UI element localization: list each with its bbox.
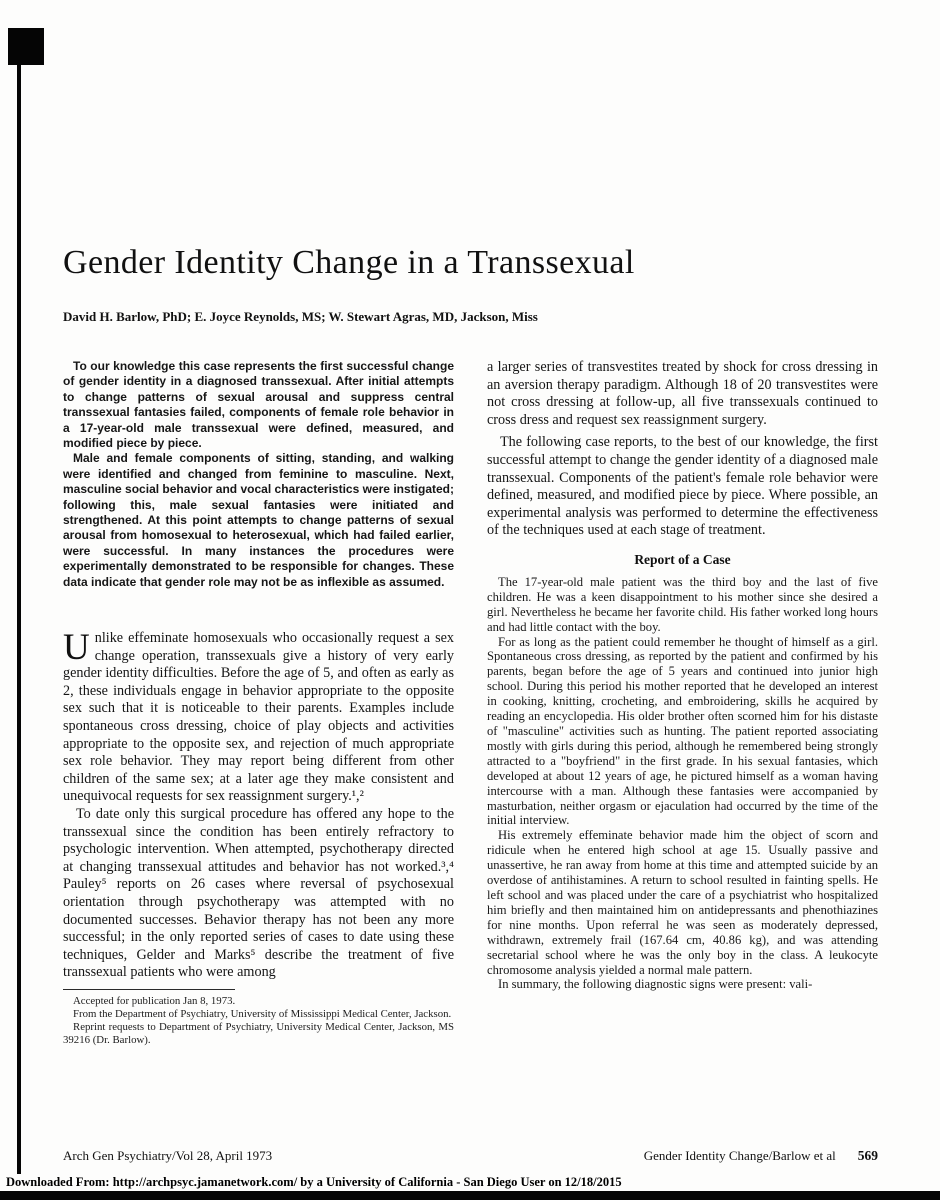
body-text: nlike effeminate homosexuals who occasionally request a sex change operation, transsexuals give a history of very early gender identity difficulties. Before the age of 5, and often as early as 2, these individuals engage in behavior appropriate to the opposite sex such that it is noticeable to their parents. Examples include spontaneous cross dressing, choice of play objects and activities appropriate to the opposite sex, and rejection of much appropriate sex role behavior. They may report being different from other children of the same sex; at a later age they make consistent and unequivocal requests for sex reassignment surgery.¹,² xyxy=(63,630,454,805)
page-number: 569 xyxy=(857,1148,878,1163)
dropcap: U xyxy=(63,627,90,669)
abstract xyxy=(63,359,454,590)
page-content xyxy=(63,243,878,1047)
author-line: David H. Barlow, PhD; E. Joyce Reynolds, MS; W. Stewart Agras, MD, Jackson, Miss xyxy=(63,309,538,324)
footnote-line: Reprint requests to Department of Psychiatry, University Medical Center, Jackson, MS 39216 (Dr. Barlow). xyxy=(63,1020,454,1046)
section-heading: Report of a Case xyxy=(634,551,731,567)
journal-citation: Arch Gen Psychiatry/Vol 28, April 1973 xyxy=(63,1148,273,1163)
article-title: Gender Identity Change in a Transsexual xyxy=(63,244,635,281)
page-footer xyxy=(63,1148,878,1164)
footer-right xyxy=(644,1148,878,1164)
scan-corner-mark xyxy=(8,28,44,65)
case-paragraph: His extremely effeminate behavior made him the object of scorn and ridicule when he entered high school at age 15. Usually passive and unassertive, he ran away from home at this time and attempted suicide by an overdose of antihistamines. A return to school resulted in fainting spells. He left school and was placed under the care of a psychiatrist who hospitalized him briefly and then maintained him on antidepressants and phenothiazines for nine months. Upon referral he was seen as moderately depressed, withdrawn, extremely frail (167.64 cm, 40.86 kg), and was attending secretarial school where he was the only boy in the class. A leukocyte chromosome analysis yielded a normal male pattern. xyxy=(487,828,878,977)
body-paragraph: To date only this surgical procedure has offered any hope to the transsexual since the condition has been entirely refractory to psychologic intervention. When attempted, psychotherapy directed at changing transsexual attitudes and behavior has not worked.³,⁴ Pauley⁵ reports on 26 cases where reversal of psychosexual orientation through psychotherapy was attempted with no documented successes. Behavior therapy has not been any more successful; in the only reported series of cases to date using these techniques, Gelder and Marks⁵ describe the treatment of five transsexual patients who were among xyxy=(63,806,454,981)
abstract-paragraph: Male and female components of sitting, standing, and walking were identified and changed from feminine to masculine. Next, masculine social behavior and vocal characteristics were instigated; following this, male sexual fantasies were initiated and strengthened. At this point attempts to change patterns of sexual arousal from homosexual to heterosexual, which had failed earlier, were successful. In many instances the procedures were experimentally demonstrated to be responsible for changes. These data indicate that gender role may not be as inflexible as assumed. xyxy=(63,451,454,589)
two-column-layout xyxy=(63,359,878,1047)
abstract-paragraph: To our knowledge this case represents the first successful change of gender identity in a diagnosed transsexual. After initial attempts to change patterns of sexual arousal and suppress central transsexual fantasies failed, components of female role behavior in a 17-year-old male transsexual were defined, measured, and modified piece by piece. xyxy=(63,359,454,451)
body-paragraph xyxy=(63,627,454,806)
body-paragraph: a larger series of transvestites treated by shock for cross dressing in an aversion therapy paradigm. Although 18 of 20 transvestites were not cross dressing at follow-up, all five transsexuals continued to cross dress and request sex reassignment surgery. xyxy=(487,359,878,428)
footnote-block xyxy=(63,989,454,1047)
case-paragraph: For as long as the patient could remember he thought of himself as a girl. Spontaneous cross dressing, as reported by the patient and confirmed by his parents, began before the age of 5 years and continued into junior high school. During this period his mother reported that he developed an interest in cooking, knitting, crocheting, and embroidering, skills he acquired by reading an encyclopedia. His older brother often scorned him for his distaste of "masculine" activities such as hunting. The patient reported associating mostly with girls during this period, although he remembered being strongly attracted to a "boyfriend" in the first grade. In his sexual fantasies, which developed at about 12 years of age, he pictured himself as a woman having intercourse with a man. Although these fantasies were accompanied by masturbation, neither orgasm or ejaculation had occurred by the time of the initial interview. xyxy=(487,634,878,828)
right-column xyxy=(487,359,878,992)
running-title: Gender Identity Change/Barlow et al xyxy=(643,1148,836,1163)
left-column xyxy=(63,359,454,1047)
case-paragraph: The 17-year-old male patient was the third boy and the last of five children. He was a keen disappointment to his mother since she desired a girl. Nevertheless he became her favorite child. His father worked long hours and had little contact with the boy. xyxy=(487,574,878,634)
footnote-rule xyxy=(63,989,235,990)
body-paragraph: The following case reports, to the best of our knowledge, the first successful attempt to change the gender identity of a diagnosed male transsexual. Components of the patient's female role behavior were defined, measured, and modified piece by piece. Where possible, an experimental analysis was performed to determine the effectiveness of the techniques used at each stage of treatment. xyxy=(487,434,878,539)
footnote-line: From the Department of Psychiatry, University of Mississippi Medical Center, Jackson. xyxy=(73,1007,452,1020)
download-stamp: Downloaded From: http://archpsyc.jamanetwork.com/ by a University of California - San Diego User on 12/18/2015 xyxy=(6,1175,622,1189)
scan-edge-line xyxy=(17,62,21,1174)
footnote-line: Accepted for publication Jan 8, 1973. xyxy=(73,994,236,1007)
scan-bottom-bar xyxy=(0,1191,940,1200)
case-paragraph: In summary, the following diagnostic signs were present: vali- xyxy=(498,977,813,992)
